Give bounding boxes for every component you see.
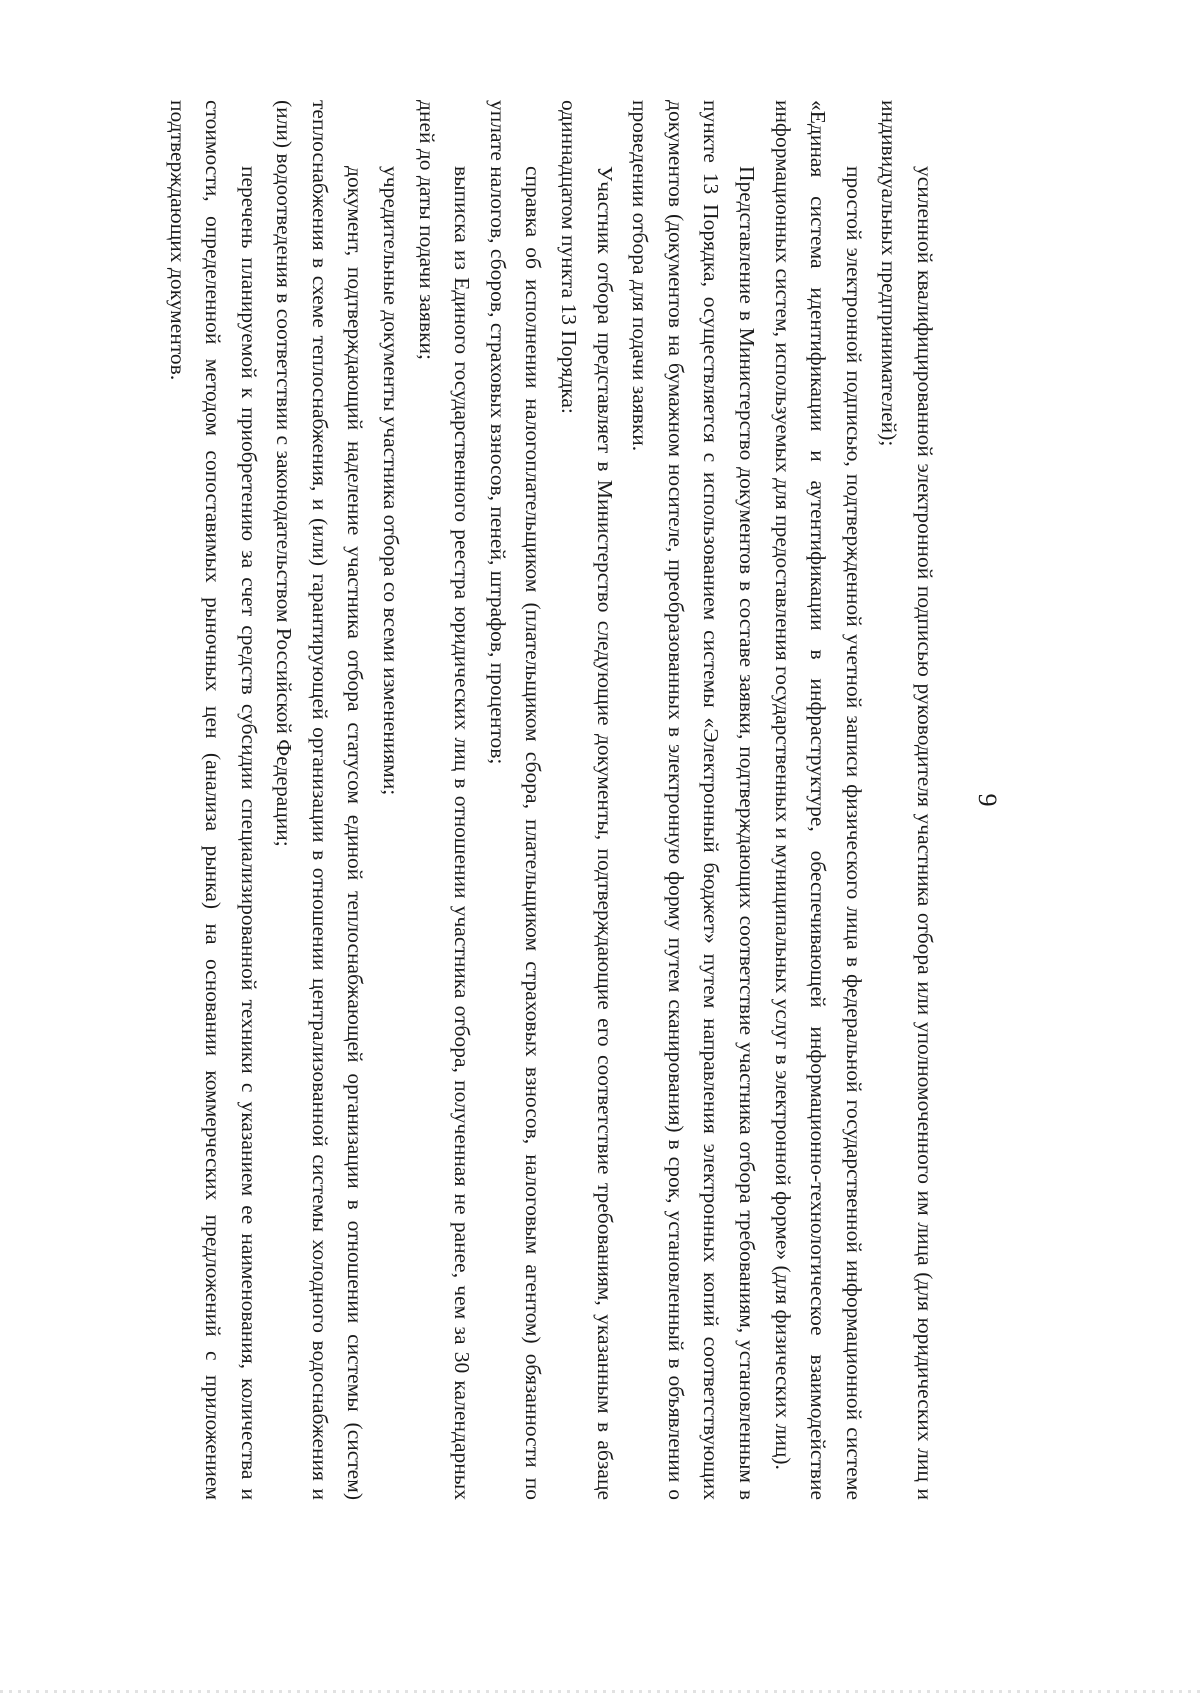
paragraph: Участник отбора представляет в Министерство следующие документы, подтверждающие его соответствие требованиям, указанным в абзаце одиннадцатом пункта 13 Порядка: [557, 100, 617, 1500]
paragraph: перечень планируемой к приобретению за счет средств субсидии специализированной техники с указанием ее наименования, количества и стоимости, определенной методом сопоставимых рыночных цен (анализа рынка) на основании коммерческих предложений с приложением подтверждающих документов. [165, 100, 261, 1500]
page-number: 9 [973, 793, 1002, 807]
paragraph: документ, подтверждающий наделение участника отбора статусом единой теплоснабжающей организации в отношении системы (систем) теплоснабжения в схеме теплоснабжения, и (или) гарантирующей организации в отношении централизованной системы холодного водоснабжения и (или) водоотведения в соответствии с законодательством Российской Федерации; [272, 100, 368, 1500]
paragraph: выписка из Единого государственного реестра юридических лиц в отношении участника отбора, полученная не ранее, чем за 30 календарных дней до даты подачи заявки; [414, 100, 475, 1500]
paragraph: усиленной квалифицированной электронной подписью руководителя участника отбора или уполномоченного им лица (для юридических лиц и индивидуальных предпринимателей); [877, 100, 937, 1500]
paragraph: Представление в Министерство документов в составе заявки, подтверждающих соответствие участника отбора требованиям, установленным в пункте 13 Порядка, осуществляется с использованием системы «Электронный бюджет» путем направления электронных копий соответствующих документов (документов на бумажном носителе, преобразованных в электронную форму путем сканирования) в срок, установленный в объявлении о проведении отбора для подачи заявки. [628, 100, 760, 1500]
scan-edge-noise [0, 1690, 1200, 1693]
paragraph: простой электронной подписью, подтвержденной учетной записи физического лица в федеральной государственной информационной системе «Единая система идентификации и аутентификации в инфраструктуре, обеспечивающей информационно-технологическое взаимодействие информационных систем, используемых для предоставления государственных и муниципальных услуг в электронной форме» (для физических лиц). [770, 100, 866, 1500]
rotated-content [112, 100, 1012, 1500]
body-text [159, 100, 942, 1500]
paragraph: учредительные документы участника отбора со всеми изменениями; [379, 166, 404, 796]
paragraph: справка об исполнении налогоплательщиком (плательщиком сбора, плательщиком страховых взносов, налоговым агентом) обязанности по уплате налогов, сборов, страховых взносов, пеней, штрафов, процентов; [485, 100, 546, 1500]
